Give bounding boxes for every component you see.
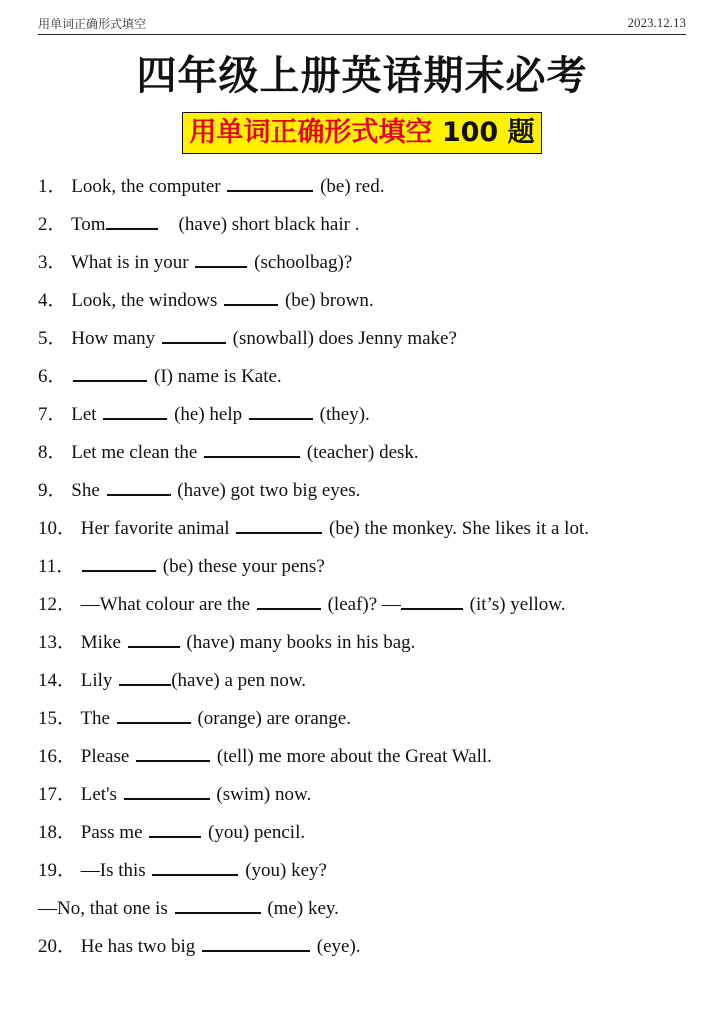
answer-blank[interactable]: [162, 324, 226, 344]
question-9: 9． She (have) got two big eyes.: [38, 476, 704, 514]
answer-blank[interactable]: [82, 552, 156, 572]
answer-blank[interactable]: [73, 362, 147, 382]
question-4: 4． Look, the windows (be) brown.: [38, 286, 704, 324]
question-5: 5． How many (snowball) does Jenny make?: [38, 324, 704, 362]
answer-blank[interactable]: [149, 818, 201, 838]
question-3: 3． What is in your (schoolbag)?: [38, 248, 704, 286]
answer-blank[interactable]: [128, 628, 180, 648]
question-10: 10． Her favorite animal (be) the monkey. She likes it a lot.: [38, 514, 704, 552]
question-1: 1． Look, the computer (be) red.: [38, 172, 704, 210]
question-6: 6． (I) name is Kate.: [38, 362, 704, 400]
answer-blank[interactable]: [124, 780, 210, 800]
answer-blank[interactable]: [257, 590, 321, 610]
answer-blank[interactable]: [119, 666, 171, 686]
answer-blank[interactable]: [224, 286, 278, 306]
page-header: [38, 12, 686, 35]
answer-blank[interactable]: [107, 476, 171, 496]
subtitle-red: 用单词正确形式填空: [189, 117, 433, 148]
question-15: 15． The (orange) are orange.: [38, 704, 704, 742]
answer-blank[interactable]: [202, 932, 310, 952]
answer-blank[interactable]: [175, 894, 261, 914]
question-list: [38, 172, 704, 970]
question-20: 20． He has two big (eye).: [38, 932, 704, 970]
answer-blank[interactable]: [103, 400, 167, 420]
page-title: 四年级上册英语期末必考: [136, 53, 588, 99]
subtitle-box: [182, 112, 541, 154]
answer-blank[interactable]: [401, 590, 463, 610]
question-14: 14． Lily (have) a pen now.: [38, 666, 704, 704]
question-12: 12． —What colour are the (leaf)? — (it’s) yellow.: [38, 590, 704, 628]
question-8: 8． Let me clean the (teacher) desk.: [38, 438, 704, 476]
question-17: 17． Let's (swim) now.: [38, 780, 704, 818]
question-2: 2． Tom (have) short black hair .: [38, 210, 704, 248]
question-16: 16． Please (tell) me more about the Great Wall.: [38, 742, 704, 780]
answer-blank[interactable]: [136, 742, 210, 762]
question-18: 18． Pass me (you) pencil.: [38, 818, 704, 856]
header-date: 2023.12.13: [627, 15, 686, 30]
answer-blank[interactable]: [249, 400, 313, 420]
header-left-text: 用单词正确形式填空: [38, 17, 147, 31]
answer-blank[interactable]: [204, 438, 300, 458]
subtitle-black: 100 题: [441, 117, 535, 148]
question-13: 13． Mike (have) many books in his bag.: [38, 628, 704, 666]
answer-blank[interactable]: [227, 172, 313, 192]
answer-blank[interactable]: [236, 514, 322, 534]
answer-blank[interactable]: [195, 248, 247, 268]
question-11: 11． (be) these your pens?: [38, 552, 704, 590]
answer-blank[interactable]: [117, 704, 191, 724]
question-19: 19． —Is this (you) key?: [38, 856, 704, 894]
question-7: 7． Let (he) help (they).: [38, 400, 704, 438]
answer-blank[interactable]: [106, 210, 158, 230]
question-19-reply: —No, that one is (me) key.: [38, 894, 704, 932]
answer-blank[interactable]: [152, 856, 238, 876]
